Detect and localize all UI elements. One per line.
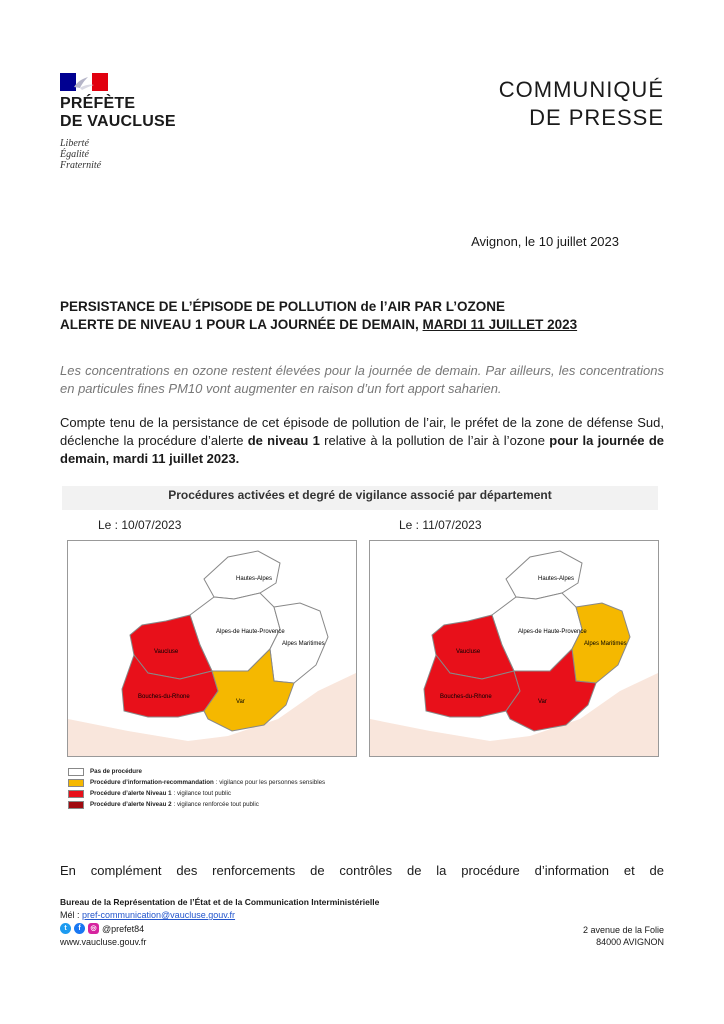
mail-label: Mél : (60, 910, 83, 920)
legend-desc: : vigilance renforcée tout public (173, 801, 259, 808)
legend-label: Procédure d’information-recommandation (90, 779, 214, 786)
prefecture-name (60, 95, 176, 131)
label-bouches-du-rhone: Bouches-du-Rhone (440, 694, 492, 700)
label-alpes-de-haute-provence: Alpes-de Haute-Provence (216, 629, 285, 635)
instagram-icon[interactable]: ◎ (88, 923, 99, 934)
legend-item-none (68, 767, 144, 777)
label-var: Var (538, 699, 547, 705)
motto-egalite: Égalité (60, 149, 89, 160)
figure-title: Procédures activées et degré de vigilance associé par département (168, 488, 552, 502)
motto-fraternite: Fraternité (60, 160, 102, 171)
headline-line2-prefix: ALERTE DE NIVEAU 1 POUR LA JOURNÉE DE DEMAIN, (60, 317, 423, 332)
legend-label: Procédure d’alerte Niveau 2 (90, 801, 172, 808)
label-var: Var (236, 699, 245, 705)
legend-item-info (68, 778, 325, 788)
map-date-left: Le : 10/07/2023 (98, 518, 182, 532)
headline-line2 (60, 316, 577, 334)
email-link[interactable]: pref-communication@vaucluse.gouv.fr (82, 910, 236, 920)
prefecture-line1: PRÉFÈTE (60, 95, 136, 112)
label-hautes-alpes: Hautes-Alpes (236, 576, 273, 582)
lead-paragraph: Les concentrations en ozone restent élevées pour la journée de demain. Par ailleurs, les concentrations en particules fines PM10 vont augmenter en raison d’un fort apport saharien. (60, 363, 664, 396)
continuation-paragraph: En complément des renforcements de contrôles de la procédure d’information et de (60, 863, 664, 878)
para-bold1: de niveau 1 (247, 433, 320, 448)
map-left-svg (68, 541, 356, 756)
motto-liberte: Liberté (60, 138, 89, 149)
label-bouches-du-rhone: Bouches-du-Rhone (138, 694, 190, 700)
document-type (499, 76, 664, 132)
legend-swatch (68, 790, 84, 798)
twitter-icon[interactable]: t (60, 923, 71, 934)
map-left (67, 540, 357, 757)
label-vaucluse: Vaucluse (154, 649, 179, 655)
legend-item-alert2 (68, 800, 259, 810)
label-vaucluse: Vaucluse (456, 649, 481, 655)
legend-swatch (68, 779, 84, 787)
legend-desc: : vigilance tout public (173, 790, 231, 797)
document-type-line2: DE PRESSE (529, 105, 664, 130)
headline (60, 298, 577, 334)
label-alpes-de-haute-provence: Alpes-de Haute-Provence (518, 629, 587, 635)
social-handle[interactable]: @prefet84 (102, 923, 145, 934)
document-type-line1: COMMUNIQUÉ (498, 77, 664, 102)
body-paragraph (60, 414, 664, 468)
legend-swatch (68, 801, 84, 809)
headline-line1: PERSISTANCE DE L’ÉPISODE DE POLLUTION de l’AIR PAR L’OZONE (60, 299, 506, 314)
facebook-icon[interactable]: f (74, 923, 85, 934)
para-part1: Compte tenu de la persistance de cet épisode de pollution de l’air, le préfet de la zone de défense Sud, déclenche la procédure d’alerte (60, 415, 664, 448)
map-right (369, 540, 659, 757)
marianne-logo-icon (60, 73, 108, 91)
legend-label: Pas de procédure (90, 768, 142, 775)
address-line1: 2 avenue de la Folie (582, 925, 664, 935)
republic-motto (60, 138, 101, 171)
label-alpes-maritimes: Alpes Maritimes (584, 641, 627, 647)
map-date-right: Le : 11/07/2023 (399, 518, 482, 532)
map-right-svg (370, 541, 658, 756)
label-alpes-maritimes: Alpes Maritimes (282, 641, 325, 647)
prefecture-line2: DE VAUCLUSE (60, 113, 176, 130)
legend-item-alert1 (68, 789, 231, 799)
para-bold2: pour la journée de demain, mardi 11 juillet 2023. (60, 433, 664, 466)
legend-desc: : vigilance pour les personnes sensibles (215, 779, 326, 786)
footer-social (60, 923, 144, 934)
footer-website[interactable]: www.vaucluse.gouv.fr (60, 937, 147, 947)
legend-swatch (68, 768, 84, 776)
date-line: Avignon, le 10 juillet 2023 (471, 234, 619, 249)
label-hautes-alpes: Hautes-Alpes (538, 576, 575, 582)
address-line2: 84000 AVIGNON (596, 937, 664, 947)
footer-address (583, 924, 664, 948)
para-part2: relative à la pollution de l’air à l’ozone (319, 433, 550, 448)
footer-bureau: Bureau de la Représentation de l’État et de la Communication Interministérielle (60, 897, 380, 907)
headline-date: MARDI 11 JUILLET 2023 (422, 317, 578, 332)
legend-label: Procédure d’alerte Niveau 1 (90, 790, 172, 797)
footer-mail (60, 910, 235, 920)
